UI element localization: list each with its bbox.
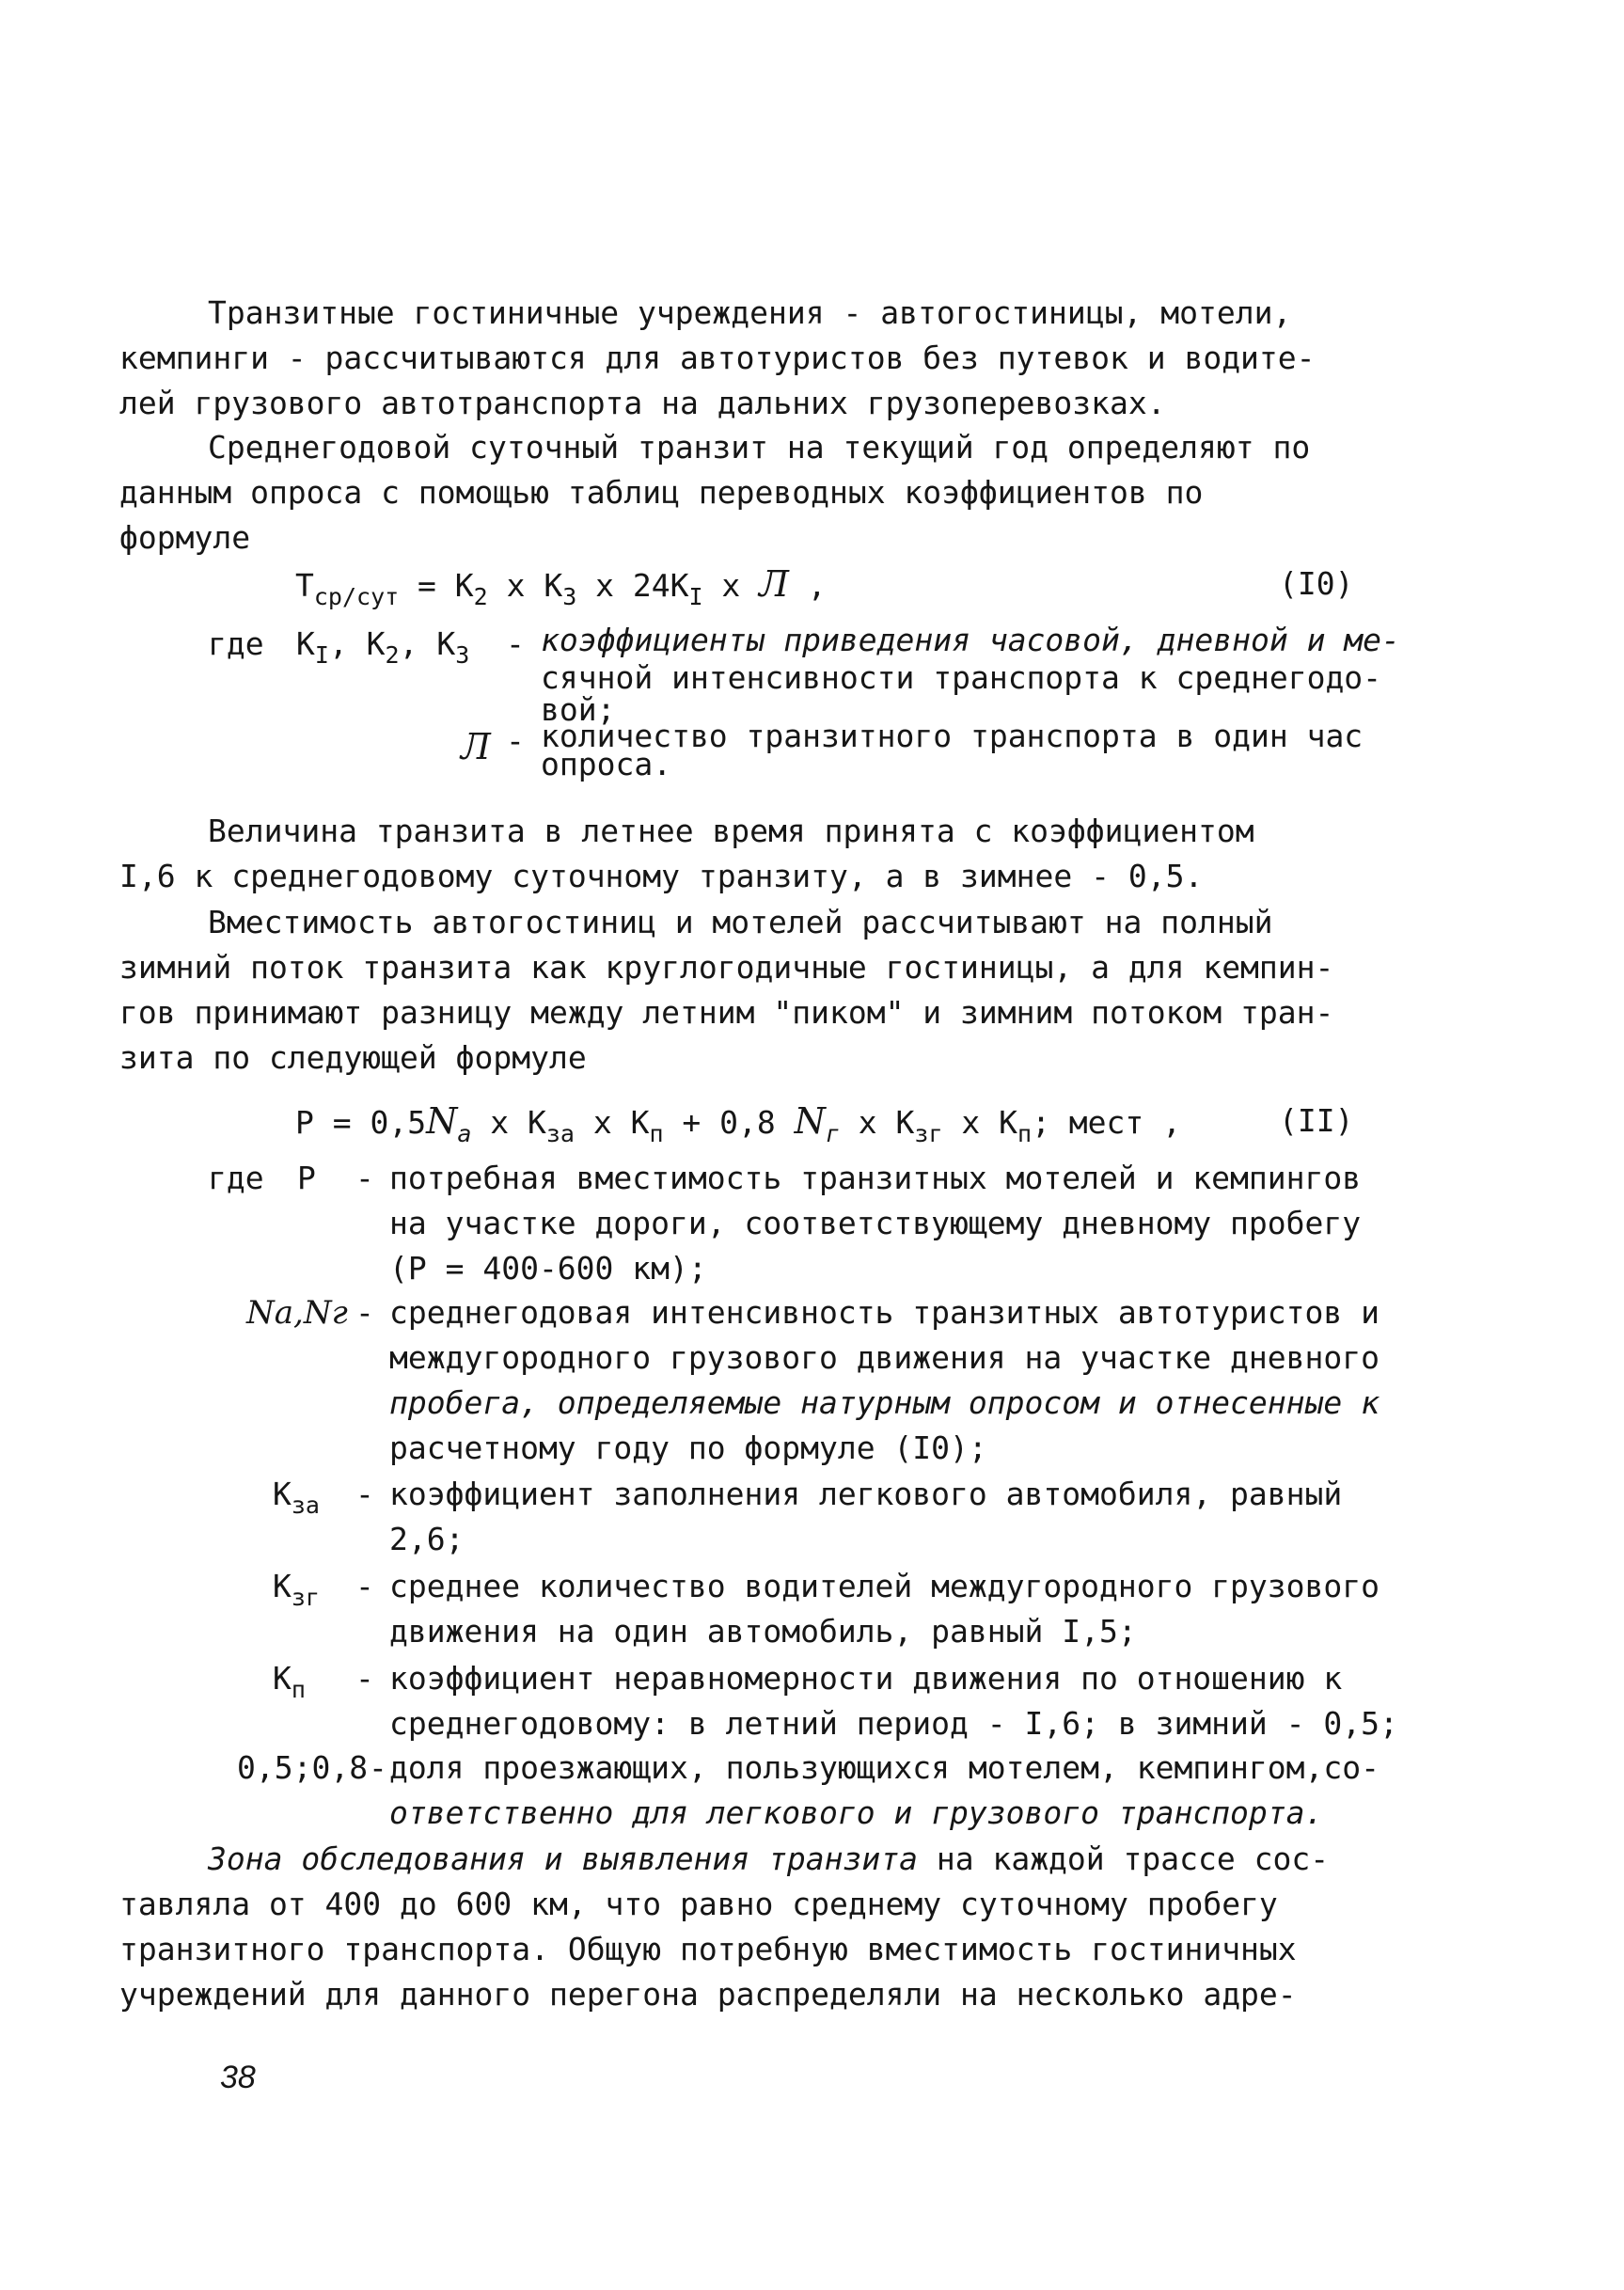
text-line: расчетному году по формуле (I0); [389,1429,987,1466]
text-line: на участке дороги, соответствующему дневному пробегу [389,1205,1362,1241]
definition-na-ng [389,1290,1380,1471]
text-line: потребная вместимость транзитных мотелей и кемпингов [389,1160,1362,1196]
definition-shares [389,1745,1380,1836]
definition-dash: - [355,1660,374,1697]
definition-dash: - [506,625,525,662]
definition-kp [389,1656,1398,1746]
text-line: среднегодовая интенсивность транзитных автотуристов и [389,1294,1380,1331]
text-line: ответственно для легкового и грузового транспорта. [389,1794,1324,1831]
text-line: Величина транзита в летнее время принята с коэффициентом [208,813,1254,849]
paragraph-5 [119,1837,1329,2017]
text-line: учреждений для данного перегона распределяли на несколько адре- [119,1976,1297,2013]
text-line: вой; [541,691,616,728]
text-line: сячной интенсивности транспорта к среднегодо- [541,659,1382,696]
text-line: Зона обследования и выявления транзита на каждой трассе сос- [208,1840,1330,1877]
text-line: опроса. [541,746,672,782]
text-line: движения на один автомобиль, равный I,5; [389,1613,1137,1650]
definition-n [541,718,1364,782]
definition-dash: - [506,722,525,759]
definition-dash: - [355,1476,374,1512]
text-line: междугородного грузового движения на участке дневного [389,1339,1380,1376]
paragraph-3 [119,809,1254,899]
definition-dash: - [355,1294,374,1331]
text-line: среднегодовому: в летний период - I,6; в зимний - 0,5; [389,1705,1398,1742]
text-line: формуле [119,519,251,556]
formula-number-11: (II) [1279,1102,1354,1139]
n-symbol: Л [461,726,491,767]
definition-kza [389,1472,1342,1562]
definition-p [389,1156,1361,1291]
text-line: доля проезжающих, пользующихся мотелем, кемпингом,со- [389,1749,1380,1786]
symbol-shares: 0,5;0,8 [237,1749,369,1786]
text-line: Среднегодовой суточный транзит на текущий год определяют по [208,429,1311,466]
symbol-na-ng: Nа,Nг [246,1294,348,1332]
text-line: коэффициенты приведения часовой, дневной и ме- [541,622,1400,658]
text-line: количество транзитного транспорта в один час [541,718,1364,754]
text-line: коэффициент заполнения легкового автомобиля, равный [389,1476,1343,1512]
definition-dash: - [355,1568,374,1604]
definition-kzg [389,1564,1380,1654]
text-line: гов принимают разницу между летним "пиком" и зимним потоком тран- [119,994,1334,1031]
where-label: где [208,1160,264,1196]
text-line: 2,6; [389,1521,465,1557]
symbol-kp: $К_п$ [273,1660,306,1703]
definition-dash: - [369,1749,387,1786]
paragraph-4 [119,900,1334,1081]
symbol-p: Р [297,1160,316,1196]
text-line: Транзитные гостиничные учреждения - автогостиницы, мотели, [208,294,1292,331]
text-line: транзитного транспорта. Общую потребную вместимость гостиничных [119,1931,1297,1967]
formula-11: $Р = 0,5N_а$ х $К_{за}$ х $К_п + 0,8$ $N_г$ х $К_{зг}$ х $К_п$; мест , [295,1100,1182,1147]
text-line: данным опроса с помощью таблиц переводных коэффициентов по [119,474,1204,511]
text-line: зита по следующей формуле [119,1039,587,1076]
text-line: Вместимость автогостиниц и мотелей рассчитывают на полный [208,904,1273,940]
formula-number-10: (I0) [1279,565,1354,602]
paragraph-2 [119,425,1311,561]
text-line: зимний поток транзита как круглогодичные гостиницы, а для кемпин- [119,949,1334,986]
text-line: лей грузового автотранспорта на дальних грузоперевозках. [119,385,1166,421]
symbol-kza: $К_{за}$ [273,1476,320,1519]
paragraph-1 [119,291,1316,426]
text-line: коэффициент неравномерности движения по отношению к [389,1660,1343,1697]
page-number: 38 [220,2060,256,2095]
definition-coefficients [541,622,1400,728]
n-symbol: Л [759,563,789,605]
text-line: (Р = 400-600 км); [389,1250,707,1287]
formula-10: $Т_{ср/сут} = К_2$ х $К_3$ х $24К_I$ х Л , [295,563,827,610]
text-line: среднее количество водителей междугородного грузового [389,1568,1380,1604]
text-line: пробега, определяемые натурным опросом и отнесенные к [389,1384,1380,1421]
symbol-kzg: $К_{зг}$ [273,1568,320,1611]
text-line: тавляла от 400 до 600 км, что равно среднему суточному пробегу [119,1886,1278,1922]
text-line: I,6 к среднегодовому суточному транзиту, а в зимнее - 0,5. [119,858,1204,894]
where-label: где [208,625,264,662]
coefficient-symbols: $К_I$, $К_2$, $К_3$ [296,625,470,669]
text-line: кемпинги - рассчитываются для автотуристов без путевок и водите- [119,340,1316,376]
definition-dash: - [355,1160,374,1196]
